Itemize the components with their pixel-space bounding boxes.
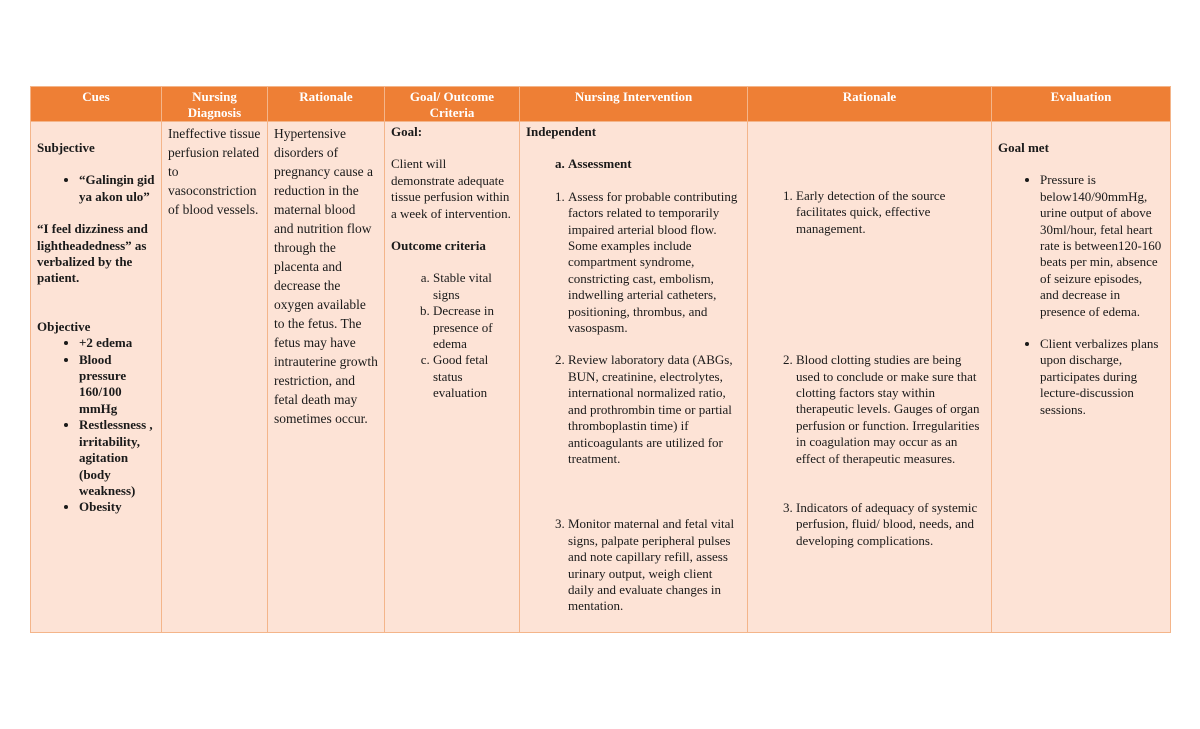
header-goal-outcome: Goal/ Outcome Criteria: [385, 87, 520, 122]
header-nursing-diagnosis: Nursing Diagnosis: [162, 87, 268, 122]
objective-item: • +2 edema: [79, 335, 155, 351]
outcome-item: b. Decrease in presence of edema: [433, 303, 513, 352]
intervention-rationale-item: 2. Blood clotting studies are being used to conclude or make sure that clotting factors stay within therapeutic levels. Gauges of organ perfusion or function. Irregularities in coagulation may occur as an effect of therapeutic measures.: [796, 352, 985, 467]
cues-cell: [31, 122, 162, 633]
outcome-item: c. Good fetal status evaluation: [433, 352, 513, 401]
evaluation-item: • Pressure is below140/90mmHg, urine output of above 30ml/hour, fetal heart rate is between120-160 beats per min, absence of seizure episodes, and decrease in presence of edema.: [1040, 172, 1164, 320]
nursing-care-plan: [30, 86, 1171, 633]
evaluation-list: [998, 172, 1164, 418]
subjective-item: • “Galingin gid ya akon ulo”: [79, 172, 155, 205]
rationale-text: Hypertensive disorders of pregnancy cause a reduction in the maternal blood and nutrition flow through the placenta and decrease the oxygen available to the fetus. The fetus may have intrauterine growth restriction, and fetal death may sometimes occur.: [274, 126, 378, 426]
patient-quote: “I feel dizziness and lightheadedness” as verbalized by the patient.: [37, 221, 148, 286]
assessment-heading-list: [526, 156, 741, 172]
outcome-list: [391, 270, 513, 401]
intervention-item: 3. Monitor maternal and fetal vital signs, palpate peripheral pulses and note capillary refill, assess urinary output, weigh client daily and evaluate changes in mentation.: [568, 516, 741, 614]
header-evaluation: Evaluation: [992, 87, 1171, 122]
rationale-cell: [268, 122, 385, 633]
objective-list: [37, 335, 155, 515]
header-rationale: Rationale: [268, 87, 385, 122]
subjective-list: [37, 172, 155, 205]
header-row: [31, 87, 1171, 122]
outcome-label: Outcome criteria: [391, 238, 486, 254]
assessment-label: a. Assessment: [568, 156, 741, 172]
intervention-cell: [520, 122, 748, 633]
goal-text: Client will demonstrate adequate tissue perfusion within a week of intervention.: [391, 156, 511, 221]
evaluation-cell: [992, 122, 1171, 633]
diagnosis-cell: [162, 122, 268, 633]
outcome-item: a. Stable vital signs: [433, 270, 513, 303]
care-plan-table: [30, 86, 1170, 630]
intervention-rationale-item: 3. Indicators of adequacy of systemic perfusion, fluid/ blood, needs, and developing complications.: [796, 500, 985, 549]
independent-label: Independent: [526, 124, 597, 139]
intervention-item: 1. Assess for probable contributing factors related to temporarily impaired arterial blood flow. Some examples include compartment syndrome, constricting cast, embolism, indwelling arterial catheters, positioning, thrombus, and vasospasm.: [568, 189, 741, 337]
objective-label: Objective: [37, 318, 91, 334]
objective-item: • Blood pressure 160/100 mmHg: [79, 352, 155, 418]
diagnosis-text: Ineffective tissue perfusion related to vasoconstriction of blood vessels.: [168, 126, 261, 217]
content-row: [31, 122, 1171, 633]
intervention-rationale-list: [754, 188, 985, 549]
goal-met-label: Goal met: [998, 140, 1049, 155]
header-intervention-rationale: Rationale: [748, 87, 992, 122]
evaluation-item: • Client verbalizes plans upon discharge, participates during lecture-discussion sessions.: [1040, 336, 1164, 418]
goal-label: Goal:: [391, 124, 423, 139]
intervention-list: [526, 189, 741, 615]
subjective-label: Subjective: [37, 140, 95, 155]
intervention-rationale-item: 1. Early detection of the source facilitates quick, effective management.: [796, 188, 985, 237]
intervention-item: 2. Review laboratory data (ABGs, BUN, creatinine, electrolytes, international normalized ratio, and prothrombin time or partial thromboplastin time) if anticoagulants are utilized for treatment.: [568, 352, 741, 467]
header-cues: Cues: [31, 87, 162, 122]
goal-cell: [385, 122, 520, 633]
header-nursing-intervention: Nursing Intervention: [520, 87, 748, 122]
objective-item: • Restlessness , irritability, agitation (body weakness): [79, 417, 155, 499]
objective-item: • Obesity: [79, 499, 155, 515]
intervention-rationale-cell: [748, 122, 992, 633]
